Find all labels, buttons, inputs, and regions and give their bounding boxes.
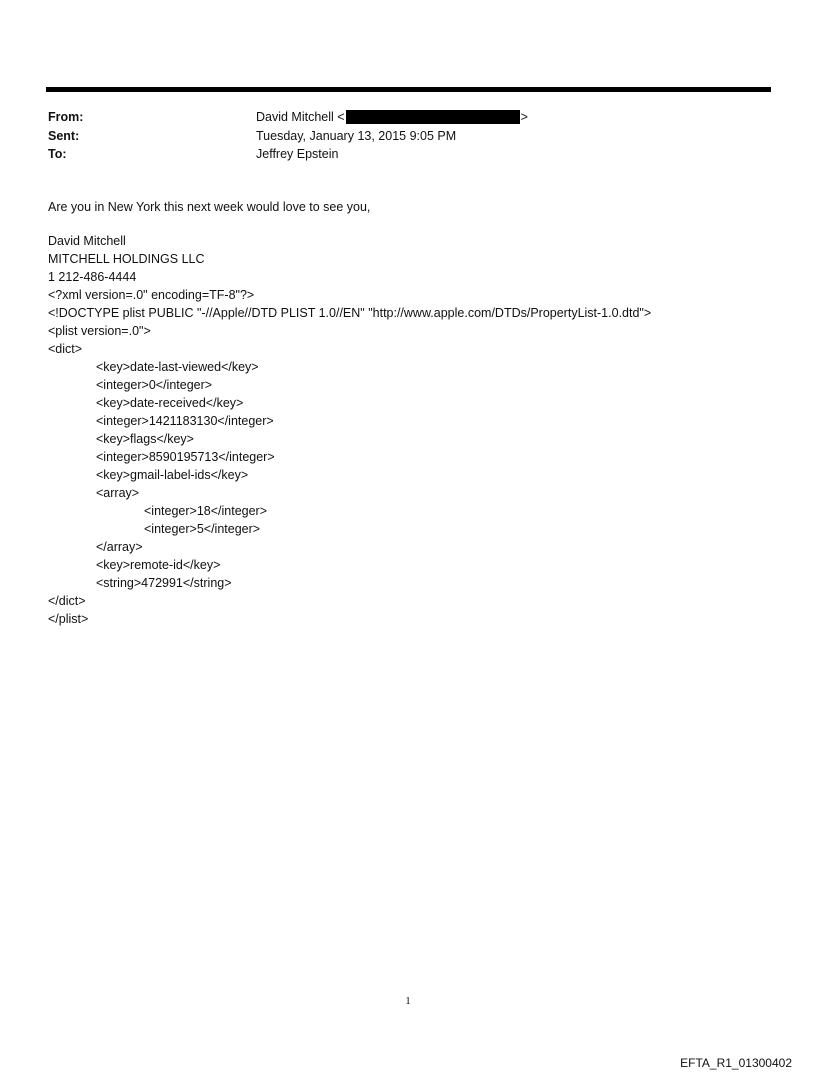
signature-company: MITCHELL HOLDINGS LLC <box>48 252 205 266</box>
plist-line: <key>remote-id</key> <box>96 558 221 572</box>
from-name: David Mitchell < <box>256 110 345 125</box>
plist-line: <string>472991</string> <box>96 576 232 590</box>
plist-line: <!DOCTYPE plist PUBLIC "-//Apple//DTD PLIST 1.0//EN" "http://www.apple.com/DTDs/PropertyList-1.0.dtd"> <box>48 306 652 320</box>
plist-line: <dict> <box>48 342 83 356</box>
page-number: 1 <box>405 995 411 1007</box>
signature-name: David Mitchell <box>48 234 126 248</box>
plist-line: <key>date-last-viewed</key> <box>96 360 259 374</box>
to-label: To: <box>48 147 67 162</box>
sent-label: Sent: <box>48 128 80 143</box>
from-label: From: <box>48 110 84 125</box>
plist-line: </plist> <box>48 612 89 626</box>
plist-line: <integer>0</integer> <box>96 378 213 392</box>
plist-line: <key>flags</key> <box>96 432 194 446</box>
plist-line: <integer>8590195713</integer> <box>96 450 275 464</box>
plist-line: </dict> <box>48 594 86 608</box>
redaction-box <box>346 110 520 124</box>
from-value <box>256 110 528 124</box>
plist-line: <plist version=.0"> <box>48 324 151 338</box>
sent-row <box>48 127 748 146</box>
signature-phone: 1 212-486-4444 <box>48 270 137 284</box>
bates-number: EFTA_R1_01300402 <box>680 1056 792 1070</box>
plist-line: <?xml version=.0" encoding=TF-8"?> <box>48 288 255 302</box>
email-header <box>48 108 748 164</box>
plist-line: <integer>18</integer> <box>144 504 268 518</box>
from-close: > <box>520 110 528 125</box>
plist-line: <array> <box>96 486 140 500</box>
sent-value: Tuesday, January 13, 2015 9:05 PM <box>256 128 457 143</box>
to-row <box>48 145 748 164</box>
greeting-line: Are you in New York this next week would love to see you, <box>48 200 371 214</box>
email-body <box>48 198 788 628</box>
header-rule <box>46 87 771 92</box>
plist-line: <key>date-received</key> <box>96 396 244 410</box>
plist-line: <key>gmail-label-ids</key> <box>96 468 249 482</box>
from-row <box>48 108 748 127</box>
plist-line: <integer>1421183130</integer> <box>96 414 274 428</box>
plist-line: <integer>5</integer> <box>144 522 261 536</box>
plist-line: </array> <box>96 540 143 554</box>
to-value: Jeffrey Epstein <box>256 147 339 162</box>
